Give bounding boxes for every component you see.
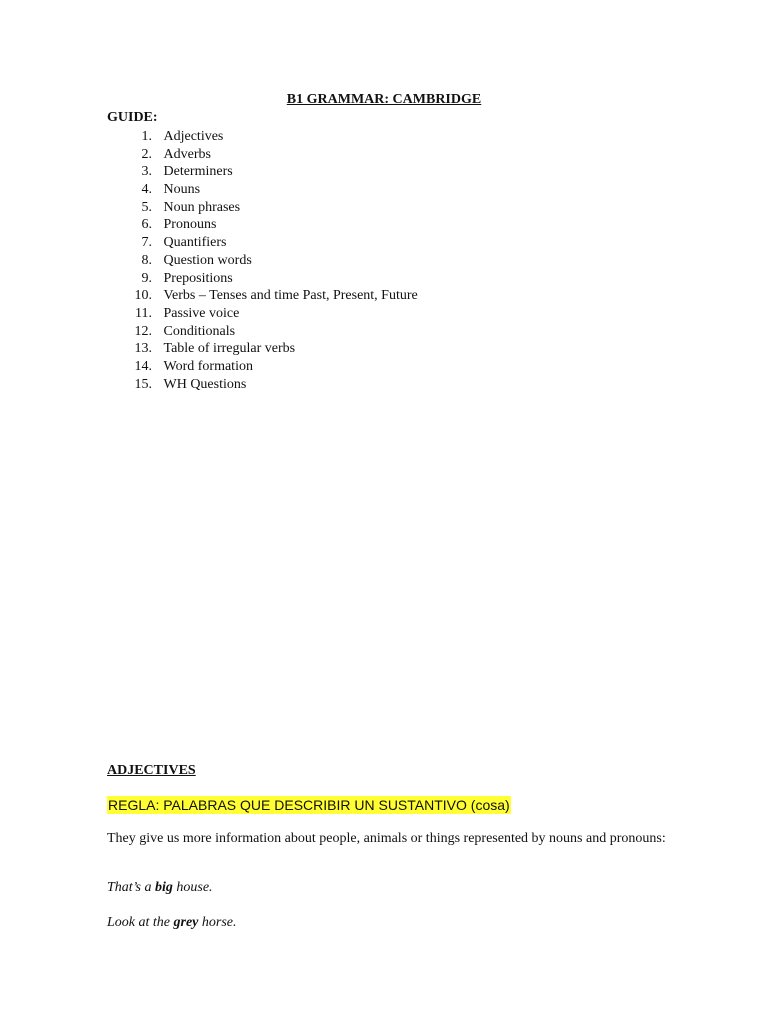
toc-item (107, 305, 418, 323)
toc-item (107, 146, 418, 164)
toc-item (107, 358, 418, 376)
example-sentence (107, 915, 237, 931)
toc-text: Adjectives (163, 129, 224, 144)
toc-item (107, 234, 418, 252)
toc-number: 7. (141, 235, 152, 251)
toc-text: Word formation (163, 358, 253, 374)
toc-text: Nouns (163, 182, 201, 198)
toc-text: Prepositions (163, 270, 233, 286)
table-of-contents (107, 128, 418, 393)
example-text: Look at the (107, 915, 174, 930)
example-text: That’s a (107, 880, 155, 895)
toc-text: Quantifiers (163, 235, 227, 251)
toc-text: Passive voice (163, 305, 240, 321)
example-keyword: grey (173, 915, 199, 930)
toc-text: Pronouns (163, 217, 217, 233)
toc-item (107, 128, 418, 146)
toc-item (107, 181, 418, 199)
toc-item (107, 216, 418, 234)
toc-text: Determiners (163, 164, 233, 180)
example-sentence (107, 880, 213, 896)
toc-item (107, 323, 418, 341)
toc-text: Adverbs (163, 146, 211, 162)
example-keyword: big (154, 880, 173, 895)
toc-number: 14. (134, 358, 152, 374)
toc-item (107, 163, 418, 181)
example-text: house. (172, 880, 213, 895)
toc-text: Conditionals (163, 323, 236, 339)
toc-number: 12. (134, 323, 152, 339)
toc-number: 5. (141, 199, 152, 215)
toc-number: 3. (141, 164, 152, 180)
toc-number: 6. (141, 217, 152, 233)
toc-text: Noun phrases (163, 199, 241, 215)
toc-number: 11. (135, 305, 152, 321)
toc-item (107, 270, 418, 288)
toc-text: Table of irregular verbs (163, 341, 296, 357)
toc-text: WH Questions (163, 376, 247, 392)
toc-item (107, 376, 418, 394)
toc-number: 13. (134, 341, 152, 357)
toc-number: 1. (141, 129, 152, 144)
toc-number: 10. (134, 288, 152, 304)
toc-text: Verbs – Tenses and time Past, Present, Future (163, 288, 418, 304)
guide-label: GUIDE: (107, 110, 158, 125)
highlighted-rule: REGLA: PALABRAS QUE DESCRIBIR UN SUSTANTIVO (cosa) (108, 797, 510, 813)
toc-item (107, 287, 418, 305)
toc-number: 2. (141, 146, 152, 162)
toc-text: Question words (163, 252, 252, 268)
section-heading: ADJECTIVES (107, 763, 196, 778)
example-text: horse. (198, 915, 237, 930)
toc-number: 8. (141, 252, 152, 268)
toc-item (107, 252, 418, 270)
toc-number: 15. (134, 376, 152, 392)
toc-number: 4. (141, 182, 152, 198)
toc-number: 9. (141, 270, 152, 286)
toc-item (107, 199, 418, 217)
body-paragraph: They give us more information about people, animals or things represented by nouns and pronouns: (107, 831, 666, 846)
toc-item (107, 340, 418, 358)
document-title: B1 GRAMMAR: CAMBRIDGE (286, 92, 482, 107)
